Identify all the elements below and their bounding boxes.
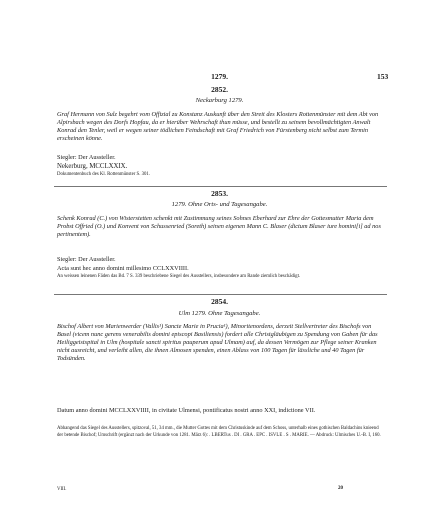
volume-mark: VIII.	[57, 487, 67, 492]
entry-summary: Graf Hermann von Sulz begehrt vom Offizial zu Konstanz Auskunft über den Streit des Klosters Rottenmünster mit dem Abt von Alpirsbach wegen des Dorfs Hopfau, da er hierüber Wehrschaft thun müsse, und bestellt zu seinem bevollmächtigten Anwalt Konrad den Tenler, weil er wegen seiner tödlichen Feindschaft mit Graf Friedrich von Fürstenberg nicht selbst zum Termin erscheinen könne.	[57, 111, 379, 143]
entry-dating: Nekerburg, MCCLXXIX.	[57, 163, 128, 170]
entry-summary: Schenk Konrad (C.) von Wisterstetten schenkt mit Zustimmung seines Sohnes Eberhard zur Ehre der Gottesmutter Maria dem Probst Offried (O.) und Konvent von Schussenried (Soreth) seinen eigenen Mann C. Blaser (dictum Blaser iure homini[i] ad nos pertinentem).	[57, 215, 381, 239]
entry-place-date: 1279. Ohne Orts- und Tagesangabe.	[171, 201, 268, 208]
entry-number: 2853.	[211, 189, 228, 198]
entry-dating: Datum anno domini MCCLXXVIIII, in civitate Ulmensi, pontificatus nostri anno XXI, indictione VII.	[57, 407, 316, 414]
entry-number: 2852.	[211, 85, 228, 94]
entry-place-date: Ulm 1279. Ohne Tagesangabe.	[178, 310, 261, 317]
entry-summary: Bischof Albert von Marienwerder (Vallis¹) Sancte Marie in Prucia¹), Minoritenordens, derzeit Stellvertreter des Bischofs von Basel (vicem nunc gerens venerabilis domini episcopi Basiliensis) fordert alle Christgläubigen zu Spendung von Gaben für das Heiliggeistspital in Ulm (hospitale sancti spiritus pauperum apud Ulmam) auf, da dessen Vermögen zur Pflege seiner Kranken nicht ausreicht, und verleiht allen, die ihnen Almosen spenden, einen Ablass von 100 Tagen für lässliche und 40 Tagen für Todsünden.	[57, 323, 378, 363]
entry-seal-note: Abhangend das Siegel des Ausstellers, spitzoval, 51, 34 mm., die Mutter Gottes mit dem Christuskinde auf dem Schoss, unterhalb eines gothischen Baldachins knieend der betende Bischof; Umschrift (ergänzt nach der Urkunde von 1281. März 6): . LBERTus . DI . GRA . EPC . ISVLE . S . MARIE. — Abdruck: Ulmisches U.-B. I, 160.	[57, 426, 381, 438]
entry-seal-note: An weissen leinenen Fäden das Bd. 7 S. 339 beschriebene Siegel des Ausstellers, insbesondere am Rande ziemlich beschädigt.	[57, 274, 301, 279]
entry-seal: Siegler: Der Aussteller.	[57, 256, 116, 263]
signature-mark: 20	[338, 486, 343, 491]
entry-place-date: Neckarburg 1279.	[195, 97, 244, 104]
entry-source-note: Dokumentenbuch des Kl. Rottenmünster S. 301.	[57, 172, 150, 177]
section-divider	[54, 186, 387, 187]
entry-dating: Acta sunt hec anno domini millesimo CCLXXVIIII.	[57, 265, 189, 272]
section-divider	[54, 294, 387, 295]
page-number: 153	[377, 72, 389, 81]
entry-number: 2854.	[211, 297, 228, 306]
running-header-year: 1279.	[211, 72, 228, 81]
entry-seal: Siegler: Der Aussteller.	[57, 154, 116, 161]
